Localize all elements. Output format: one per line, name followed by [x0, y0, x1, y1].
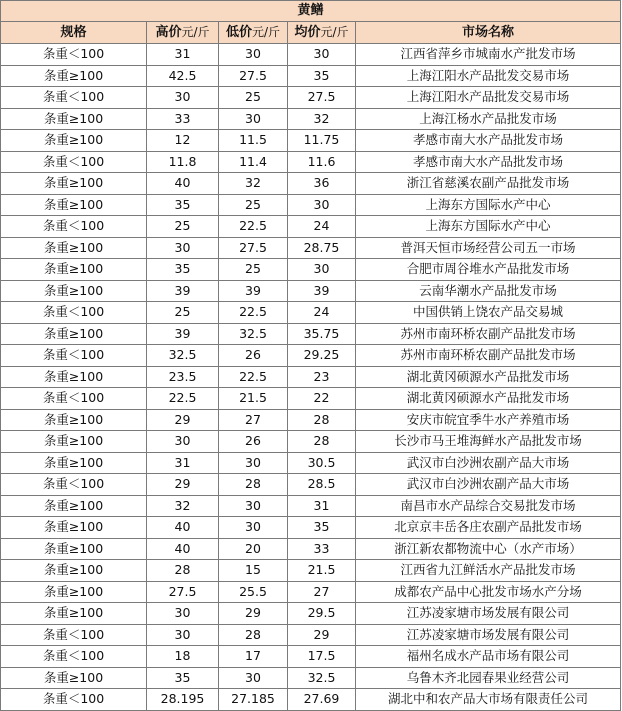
- table-row: [1, 689, 621, 711]
- cell-market-name: 乌鲁木齐北园春果业经营公司: [356, 667, 621, 689]
- cell-market-name: 上海江阳水产品批发交易市场: [356, 65, 621, 87]
- table-row: [1, 87, 621, 109]
- cell-market-name: 安庆市皖宜季牛水产养殖市场: [356, 409, 621, 431]
- table-row: [1, 474, 621, 496]
- cell-avg-price: 35: [288, 65, 356, 87]
- cell-spec: 条重≥100: [1, 194, 147, 216]
- cell-avg-price: 24: [288, 216, 356, 238]
- cell-avg-price: 36: [288, 173, 356, 195]
- cell-low-price: 17: [219, 646, 288, 668]
- cell-high-price: 35: [147, 667, 219, 689]
- cell-low-price: 28: [219, 474, 288, 496]
- cell-market-name: 南昌市水产品综合交易批发市场: [356, 495, 621, 517]
- cell-low-price: 30: [219, 495, 288, 517]
- header-market: [356, 22, 621, 44]
- cell-high-price: 18: [147, 646, 219, 668]
- cell-market-name: 江西省九江鲜活水产品批发市场: [356, 560, 621, 582]
- cell-avg-price: 30: [288, 44, 356, 66]
- table-row: [1, 603, 621, 625]
- cell-spec: 条重＜100: [1, 87, 147, 109]
- cell-high-price: 28: [147, 560, 219, 582]
- table-row: [1, 173, 621, 195]
- table-row: [1, 667, 621, 689]
- cell-spec: 条重＜100: [1, 624, 147, 646]
- cell-high-price: 39: [147, 323, 219, 345]
- cell-avg-price: 21.5: [288, 560, 356, 582]
- cell-high-price: 40: [147, 538, 219, 560]
- cell-spec: 条重≥100: [1, 259, 147, 281]
- cell-market-name: 江苏凌家塘市场发展有限公司: [356, 603, 621, 625]
- cell-high-price: 35: [147, 194, 219, 216]
- cell-high-price: 32: [147, 495, 219, 517]
- cell-market-name: 浙江新农都物流中心（水产市场）: [356, 538, 621, 560]
- cell-high-price: 11.8: [147, 151, 219, 173]
- cell-low-price: 11.4: [219, 151, 288, 173]
- cell-high-price: 28.195: [147, 689, 219, 711]
- cell-low-price: 25: [219, 259, 288, 281]
- cell-market-name: 合肥市周谷堆水产品批发市场: [356, 259, 621, 281]
- cell-market-name: 孝感市南大水产品批发市场: [356, 151, 621, 173]
- cell-high-price: 25: [147, 216, 219, 238]
- cell-market-name: 浙江省慈溪农副产品批发市场: [356, 173, 621, 195]
- cell-market-name: 江苏凌家塘市场发展有限公司: [356, 624, 621, 646]
- cell-spec: 条重＜100: [1, 302, 147, 324]
- cell-market-name: 福州名成水产品市场有限公司: [356, 646, 621, 668]
- cell-market-name: 武汉市白沙洲农副产品大市场: [356, 452, 621, 474]
- cell-avg-price: 32.5: [288, 667, 356, 689]
- table-row: [1, 237, 621, 259]
- cell-low-price: 27.5: [219, 65, 288, 87]
- cell-market-name: 上海东方国际水产中心: [356, 216, 621, 238]
- cell-low-price: 21.5: [219, 388, 288, 410]
- table-row: [1, 452, 621, 474]
- cell-spec: 条重≥100: [1, 65, 147, 87]
- cell-low-price: 29: [219, 603, 288, 625]
- cell-low-price: 25: [219, 87, 288, 109]
- cell-avg-price: 29.5: [288, 603, 356, 625]
- cell-low-price: 15: [219, 560, 288, 582]
- table-title: 黄鳝: [1, 1, 621, 22]
- cell-spec: 条重≥100: [1, 560, 147, 582]
- cell-low-price: 32.5: [219, 323, 288, 345]
- cell-market-name: 武汉市白沙洲农副产品大市场: [356, 474, 621, 496]
- cell-high-price: 12: [147, 130, 219, 152]
- cell-high-price: 39: [147, 280, 219, 302]
- header-low-unit: 元/斤: [251, 25, 281, 39]
- table-row: [1, 560, 621, 582]
- cell-low-price: 39: [219, 280, 288, 302]
- cell-low-price: 27: [219, 409, 288, 431]
- header-market-label: 市场名称: [462, 25, 515, 40]
- cell-high-price: 29: [147, 409, 219, 431]
- cell-low-price: 11.5: [219, 130, 288, 152]
- cell-low-price: 26: [219, 345, 288, 367]
- cell-avg-price: 33: [288, 538, 356, 560]
- cell-avg-price: 31: [288, 495, 356, 517]
- cell-spec: 条重≥100: [1, 517, 147, 539]
- cell-spec: 条重≥100: [1, 108, 147, 130]
- cell-avg-price: 11.6: [288, 151, 356, 173]
- title-row: [1, 1, 621, 22]
- cell-avg-price: 35: [288, 517, 356, 539]
- cell-spec: 条重≥100: [1, 409, 147, 431]
- header-low-label: 低价: [225, 25, 252, 40]
- cell-avg-price: 35.75: [288, 323, 356, 345]
- table-row: [1, 581, 621, 603]
- header-high: [147, 22, 219, 44]
- header-spec-label: 规格: [60, 25, 87, 40]
- table-row: [1, 108, 621, 130]
- cell-avg-price: 29: [288, 624, 356, 646]
- cell-spec: 条重＜100: [1, 216, 147, 238]
- cell-avg-price: 30: [288, 194, 356, 216]
- cell-avg-price: 28.5: [288, 474, 356, 496]
- cell-market-name: 上海东方国际水产中心: [356, 194, 621, 216]
- header-avg-label: 均价: [294, 25, 321, 40]
- cell-market-name: 北京京丰岳各庄农副产品批发市场: [356, 517, 621, 539]
- cell-high-price: 25: [147, 302, 219, 324]
- cell-avg-price: 17.5: [288, 646, 356, 668]
- header-low: [219, 22, 288, 44]
- table-row: [1, 130, 621, 152]
- table-row: [1, 409, 621, 431]
- table-row: [1, 65, 621, 87]
- cell-market-name: 长沙市马王堆海鲜水产品批发市场: [356, 431, 621, 453]
- cell-low-price: 27.185: [219, 689, 288, 711]
- cell-avg-price: 27.69: [288, 689, 356, 711]
- cell-avg-price: 29.25: [288, 345, 356, 367]
- cell-market-name: 成都农产品中心批发市场水产分场: [356, 581, 621, 603]
- cell-spec: 条重≥100: [1, 581, 147, 603]
- cell-avg-price: 23: [288, 366, 356, 388]
- table-row: [1, 431, 621, 453]
- cell-spec: 条重＜100: [1, 646, 147, 668]
- cell-high-price: 30: [147, 603, 219, 625]
- cell-high-price: 30: [147, 237, 219, 259]
- cell-market-name: 湖北黄冈硕源水产品批发市场: [356, 366, 621, 388]
- cell-avg-price: 30.5: [288, 452, 356, 474]
- cell-market-name: 湖北黄冈硕源水产品批发市场: [356, 388, 621, 410]
- header-avg-unit: 元/斤: [320, 25, 349, 39]
- cell-high-price: 33: [147, 108, 219, 130]
- table-row: [1, 388, 621, 410]
- cell-avg-price: 28: [288, 409, 356, 431]
- table-row: [1, 44, 621, 66]
- cell-market-name: 中国供销上饶农产品交易城: [356, 302, 621, 324]
- cell-low-price: 28: [219, 624, 288, 646]
- cell-low-price: 27.5: [219, 237, 288, 259]
- cell-high-price: 23.5: [147, 366, 219, 388]
- cell-low-price: 22.5: [219, 216, 288, 238]
- cell-low-price: 22.5: [219, 302, 288, 324]
- cell-avg-price: 27: [288, 581, 356, 603]
- cell-spec: 条重＜100: [1, 345, 147, 367]
- table-row: [1, 366, 621, 388]
- cell-avg-price: 24: [288, 302, 356, 324]
- cell-low-price: 25.5: [219, 581, 288, 603]
- cell-spec: 条重≥100: [1, 130, 147, 152]
- cell-avg-price: 32: [288, 108, 356, 130]
- table-row: [1, 302, 621, 324]
- table-row: [1, 517, 621, 539]
- cell-low-price: 30: [219, 452, 288, 474]
- cell-avg-price: 39: [288, 280, 356, 302]
- cell-high-price: 40: [147, 517, 219, 539]
- cell-low-price: 26: [219, 431, 288, 453]
- header-high-unit: 元/斤: [181, 25, 210, 39]
- cell-high-price: 29: [147, 474, 219, 496]
- table-row: [1, 151, 621, 173]
- cell-high-price: 30: [147, 624, 219, 646]
- cell-high-price: 31: [147, 452, 219, 474]
- cell-spec: 条重≥100: [1, 173, 147, 195]
- table-row: [1, 495, 621, 517]
- table-row: [1, 259, 621, 281]
- cell-spec: 条重≥100: [1, 538, 147, 560]
- header-spec: [1, 22, 147, 44]
- cell-high-price: 35: [147, 259, 219, 281]
- cell-high-price: 32.5: [147, 345, 219, 367]
- cell-spec: 条重≥100: [1, 280, 147, 302]
- cell-low-price: 30: [219, 44, 288, 66]
- cell-market-name: 江西省萍乡市城南水产批发市场: [356, 44, 621, 66]
- cell-market-name: 苏州市南环桥农副产品批发市场: [356, 345, 621, 367]
- cell-spec: 条重≥100: [1, 323, 147, 345]
- cell-high-price: 42.5: [147, 65, 219, 87]
- cell-market-name: 苏州市南环桥农副产品批发市场: [356, 323, 621, 345]
- cell-spec: 条重＜100: [1, 388, 147, 410]
- table-row: [1, 538, 621, 560]
- cell-high-price: 30: [147, 87, 219, 109]
- cell-spec: 条重＜100: [1, 151, 147, 173]
- cell-spec: 条重≥100: [1, 495, 147, 517]
- cell-high-price: 40: [147, 173, 219, 195]
- table-row: [1, 194, 621, 216]
- cell-spec: 条重＜100: [1, 689, 147, 711]
- cell-avg-price: 22: [288, 388, 356, 410]
- cell-high-price: 30: [147, 431, 219, 453]
- cell-spec: 条重≥100: [1, 452, 147, 474]
- cell-market-name: 普洱天恒市场经营公司五一市场: [356, 237, 621, 259]
- header-avg: [288, 22, 356, 44]
- cell-spec: 条重≥100: [1, 237, 147, 259]
- cell-low-price: 30: [219, 667, 288, 689]
- cell-market-name: 上海江阳水产品批发交易市场: [356, 87, 621, 109]
- cell-market-name: 上海江杨水产品批发市场: [356, 108, 621, 130]
- table-row: [1, 646, 621, 668]
- cell-avg-price: 11.75: [288, 130, 356, 152]
- cell-market-name: 孝感市南大水产品批发市场: [356, 130, 621, 152]
- cell-high-price: 27.5: [147, 581, 219, 603]
- cell-spec: 条重＜100: [1, 474, 147, 496]
- cell-avg-price: 28: [288, 431, 356, 453]
- table-row: [1, 345, 621, 367]
- cell-spec: 条重≥100: [1, 366, 147, 388]
- cell-spec: 条重＜100: [1, 44, 147, 66]
- cell-low-price: 22.5: [219, 366, 288, 388]
- cell-high-price: 31: [147, 44, 219, 66]
- cell-low-price: 20: [219, 538, 288, 560]
- table-row: [1, 323, 621, 345]
- table-body: [1, 1, 621, 711]
- cell-market-name: 湖北中和农产品大市场有限责任公司: [356, 689, 621, 711]
- cell-low-price: 30: [219, 108, 288, 130]
- cell-spec: 条重≥100: [1, 603, 147, 625]
- cell-market-name: 云南华潮水产品批发市场: [356, 280, 621, 302]
- cell-avg-price: 27.5: [288, 87, 356, 109]
- cell-low-price: 30: [219, 517, 288, 539]
- header-high-label: 高价: [155, 25, 182, 40]
- cell-spec: 条重≥100: [1, 667, 147, 689]
- cell-avg-price: 28.75: [288, 237, 356, 259]
- table-row: [1, 216, 621, 238]
- table-row: [1, 624, 621, 646]
- table-row: [1, 280, 621, 302]
- header-row: [1, 22, 621, 44]
- cell-high-price: 22.5: [147, 388, 219, 410]
- cell-avg-price: 30: [288, 259, 356, 281]
- cell-spec: 条重≥100: [1, 431, 147, 453]
- cell-low-price: 32: [219, 173, 288, 195]
- cell-low-price: 25: [219, 194, 288, 216]
